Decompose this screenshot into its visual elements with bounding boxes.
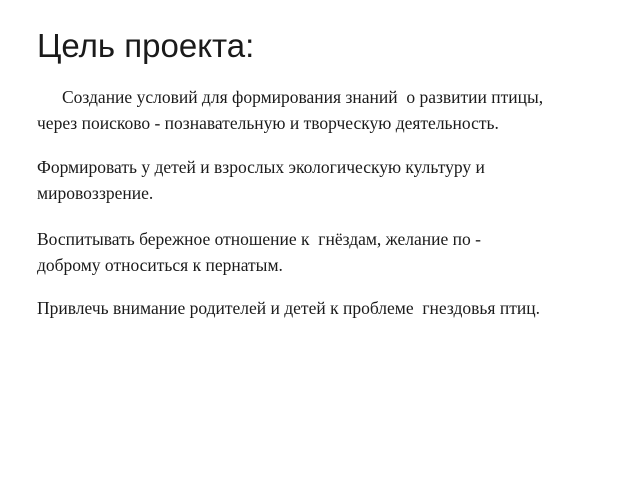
- slide-title: Цель проекта:: [37, 27, 255, 64]
- goal-paragraph-1: [37, 84, 543, 136]
- goal-paragraph-2-line-2: мировоззрение.: [37, 183, 154, 203]
- goal-paragraph-3-line-1: Воспитывать бережное отношение к гнёздам, желание по -: [37, 229, 482, 249]
- goal-paragraph-3: [37, 226, 481, 278]
- goal-paragraph-1-line-2: через поисково - познавательную и творческую деятельность.: [37, 113, 499, 133]
- goal-paragraph-2-line-1: Формировать у детей и взрослых экологическую культуру и: [37, 157, 485, 177]
- goal-paragraph-3-line-2: доброму относиться к пернатым.: [37, 255, 283, 275]
- goal-paragraph-2: [37, 154, 485, 206]
- goal-paragraph-1-line-1: Создание условий для формирования знаний о развитии птицы,: [62, 87, 544, 107]
- goal-paragraph-4: [37, 295, 540, 321]
- goal-paragraph-4-line-1: Привлечь внимание родителей и детей к проблеме гнездовья птиц.: [37, 298, 540, 318]
